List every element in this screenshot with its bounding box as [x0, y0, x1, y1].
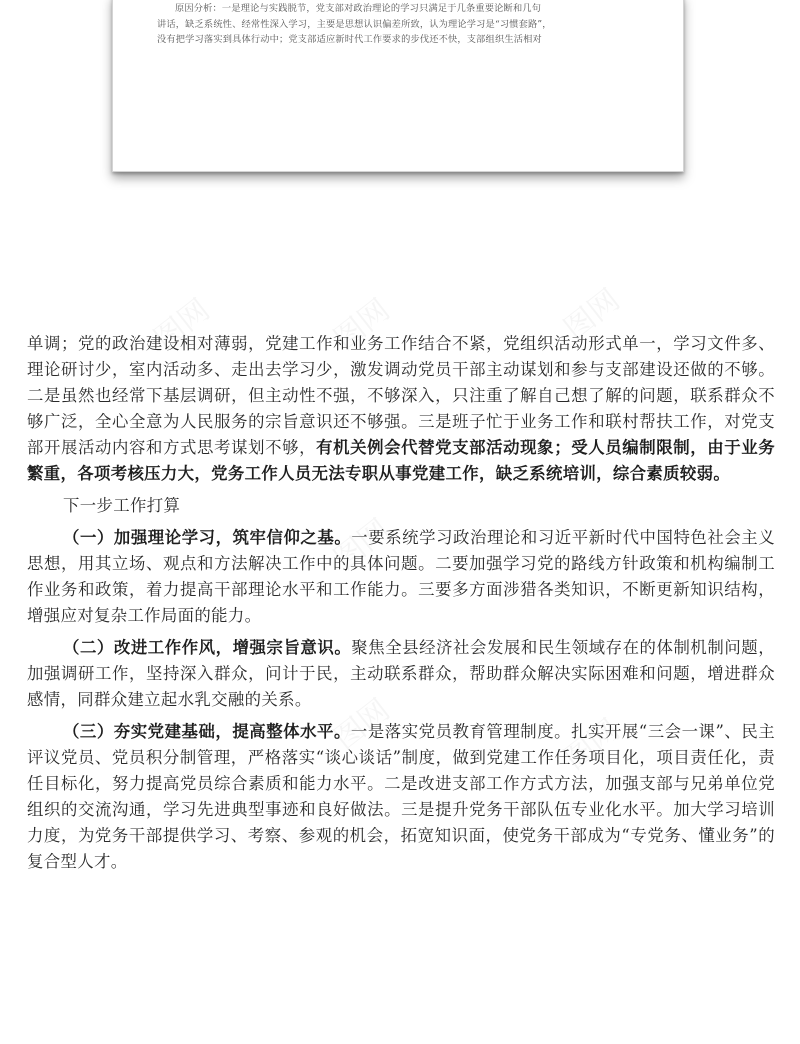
intro-paragraph [27, 331, 775, 487]
document-body [27, 331, 775, 875]
watermark: 图网 [557, 712, 627, 778]
intro-text: 单调；党的政治建设相对薄弱，党建工作和业务工作结合不紧，党组织活动形式单一，学习文件多、理论研讨少，室内活动多、走出去学习少，激发调动党员干部主动谋划和参与支部建设还做的不够。二是虽然也经常下基层调研，但主动性不强，不够深入，只注重了解自己想了解的问题，联系群众不够广泛，全心全意为人民服务的宗旨意识还不够强。三是班子忙于业务工作和联村帮扶工作，对党支部开展活动内容和方式思考谋划不够， [27, 334, 775, 457]
preview-line: 没有把学习落实到具体行动中；党支部适应新时代工作要求的步伐还不快，支部组织生活相对 [157, 34, 542, 45]
watermark: 图网 [327, 692, 397, 758]
section-heading: 下一步工作打算 [63, 496, 181, 515]
watermark: 图网 [557, 282, 627, 348]
preview-line: 原因分析：一是理论与实践脱节，党支部对政治理论的学习只满足于几条重要论断和几句 [175, 3, 542, 14]
watermark: 图网 [327, 512, 397, 578]
plan-item-lead: （一）加强理论学习，筑牢信仰之基。 [63, 528, 352, 547]
plan-item-1 [27, 525, 775, 629]
plan-item-2 [27, 635, 775, 713]
preview-text [157, 1, 647, 48]
document-preview-card [112, 0, 684, 172]
plan-item-3 [27, 719, 775, 875]
plan-item-body: 一要系统学习政治理论和习近平新时代中国特色社会主义思想，用其立场、观点和方法解决工作中的具体问题。二要加强学习党的路线方针政策和机构编制工作业务和政策，着力提高干部理论水平和工作能力。三要多方面涉猎各类知识，不断更新知识结构，增强应对复杂工作局面的能力。 [27, 528, 775, 625]
watermark: 图网 [147, 292, 217, 358]
plan-item-lead: （三）夯实党建基础，提高整体水平。 [63, 722, 351, 741]
plan-item-body: 一是落实党员教育管理制度。扎实开展“三会一课”、民主评议党员、党员积分制管理，严格落实“谈心谈话”制度，做到党建工作任务项目化，项目责任化，责任目标化，努力提高党员综合素质和能力水平。二是改进支部工作方式方法，加强支部与兄弟单位党组织的交流沟通，学习先进典型事迹和良好做法。三是提升党务干部队伍专业化水平。加大学习培训力度，为党务干部提供学习、考察、参观的机会，拓宽知识面，使党务干部成为“专党务、懂业务”的复合型人才。 [27, 722, 776, 871]
watermark: 图网 [327, 292, 397, 358]
preview-line: 讲话，缺乏系统性、经常性深入学习，主要是思想认识偏差所致，认为理论学习是“习惯套路”， [157, 18, 552, 30]
plan-item-body: 聚焦全县经济社会发展和民生领域存在的体制机制问题，加强调研工作，坚持深入群众，问计于民，主动联系群众，帮助群众解决实际困难和问题，增进群众感情，同群众建立起水乳交融的关系。 [27, 638, 775, 709]
intro-bold-text: 有机关例会代替党支部活动现象；受人员编制限制，由于业务繁重，各项考核压力大，党务工作人员无法专职从事党建工作，缺乏系统培训，综合素质较弱。 [27, 438, 776, 483]
plan-item-lead: （二）改进工作作风，增强宗旨意识。 [63, 638, 352, 657]
